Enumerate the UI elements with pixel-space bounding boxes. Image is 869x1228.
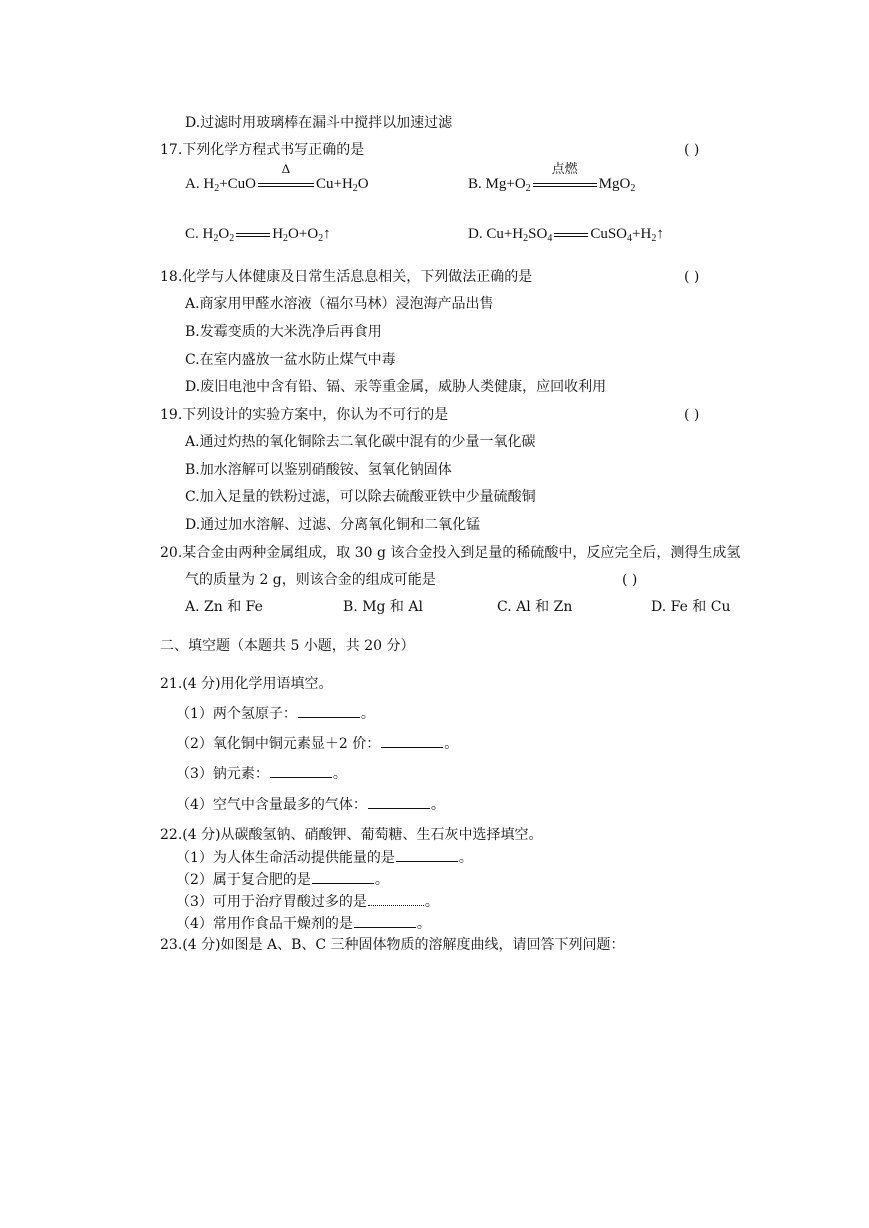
q17-answer-paren: ( ) — [684, 142, 700, 158]
answer-blank[interactable] — [368, 891, 424, 906]
q19-option-a: A.通过灼热的氧化铜除去二氧化碳中混有的少量一氧化碳 — [185, 434, 536, 450]
q21-item-1: （1）两个氢原子： 。 — [176, 703, 375, 724]
answer-blank[interactable] — [270, 763, 332, 778]
condition-equals-sign: 点燃 — [533, 180, 597, 190]
condition-equals-sign: Δ — [258, 180, 314, 190]
q16-option-d: D.过滤时用玻璃棒在漏斗中搅拌以加速过滤 — [185, 115, 453, 131]
answer-blank[interactable] — [396, 847, 458, 862]
q22-item-2: （2）属于复合肥的是 。 — [176, 869, 389, 890]
q21-item-4: （4）空气中含量最多的气体： 。 — [176, 794, 445, 815]
answer-blank[interactable] — [298, 703, 360, 718]
q17-option-a: A. $H_2+CuO$ Δ $Cu+H_2O$ — [185, 160, 369, 194]
q23-stem: 23.(4 分)如图是 A、B、C 三种固体物质的溶解度曲线，请回答下列问题： — [160, 937, 625, 953]
answer-blank[interactable] — [354, 913, 416, 928]
q20-stem-line2: 气的质量为 2 g，则该合金的组成可能是 — [185, 572, 436, 588]
q17-option-b: B. $Mg+O_2$ 点燃 MgO$_2$ — [468, 160, 636, 194]
q19-option-c: C.加入足量的铁粉过滤，可以除去硫酸亚铁中少量硫酸铜 — [185, 489, 536, 505]
q19-option-b: B.加水溶解可以鉴别硝酸铵、氢氧化钠固体 — [185, 462, 452, 478]
q22-stem: 22.(4 分)从碳酸氢钠、硝酸钾、葡萄糖、生石灰中选择填空。 — [160, 827, 543, 843]
q20-option-d: D. Fe 和 Cu — [651, 599, 731, 615]
q18-option-a: A.商家用甲醛水溶液（福尔马林）浸泡海产品出售 — [185, 296, 494, 312]
q21-item-3: （3）钠元素： 。 — [176, 763, 347, 784]
q20-option-c: C. Al 和 Zn — [497, 599, 573, 615]
q18-answer-paren: ( ) — [684, 269, 700, 285]
equals-sign — [236, 230, 270, 240]
q20-stem-line1: 20.某合金由两种金属组成，取 30 g 该合金投入到足量的稀硫酸中，反应完全后，测得生成氢 — [160, 545, 741, 561]
q18-stem: 18.化学与人体健康及日常生活息息相关，下列做法正确的是 — [160, 269, 533, 285]
q19-option-d: D.通过加水溶解、过滤、分离氧化铜和二氧化锰 — [185, 517, 481, 533]
answer-blank[interactable] — [312, 869, 374, 884]
q20-option-b: B. Mg 和 Al — [343, 599, 423, 615]
q17-stem: 17.下列化学方程式书写正确的是 — [160, 142, 365, 158]
section2-title: 二、填空题（本题共 5 小题，共 20 分） — [160, 638, 415, 654]
equals-sign — [554, 230, 588, 240]
q18-option-d: D.废旧电池中含有铅、镉、汞等重金属，威胁人类健康，应回收利用 — [185, 379, 607, 395]
q20-answer-paren: ( ) — [622, 572, 638, 588]
answer-blank[interactable] — [368, 794, 430, 809]
q22-item-3: （3）可用于治疗胃酸过多的是 。 — [176, 891, 439, 912]
q18-option-c: C.在室内盛放一盆水防止煤气中毒 — [185, 352, 396, 368]
q21-stem: 21.(4 分)用化学用语填空。 — [160, 676, 333, 692]
q20-option-a: A. Zn 和 Fe — [185, 599, 263, 615]
q22-item-1: （1）为人体生命活动提供能量的是 。 — [176, 847, 473, 868]
q19-stem: 19.下列设计的实验方案中，你认为不可行的是 — [160, 407, 449, 423]
q17-option-d: D. $Cu+H_2SO_4$ $CuSO_4+H_2↑$ — [468, 226, 664, 244]
answer-blank[interactable] — [381, 733, 443, 748]
q18-option-b: B.发霉变质的大米洗净后再食用 — [185, 324, 382, 340]
q19-answer-paren: ( ) — [684, 407, 700, 423]
q22-item-4: （4）常用作食品干燥剂的是 。 — [176, 913, 431, 934]
q21-item-2: （2）氧化铜中铜元素显＋2 价： 。 — [176, 733, 458, 754]
q17-option-c: C. $H_2O_2$ $H_2O+O_2↑$ — [185, 226, 331, 244]
